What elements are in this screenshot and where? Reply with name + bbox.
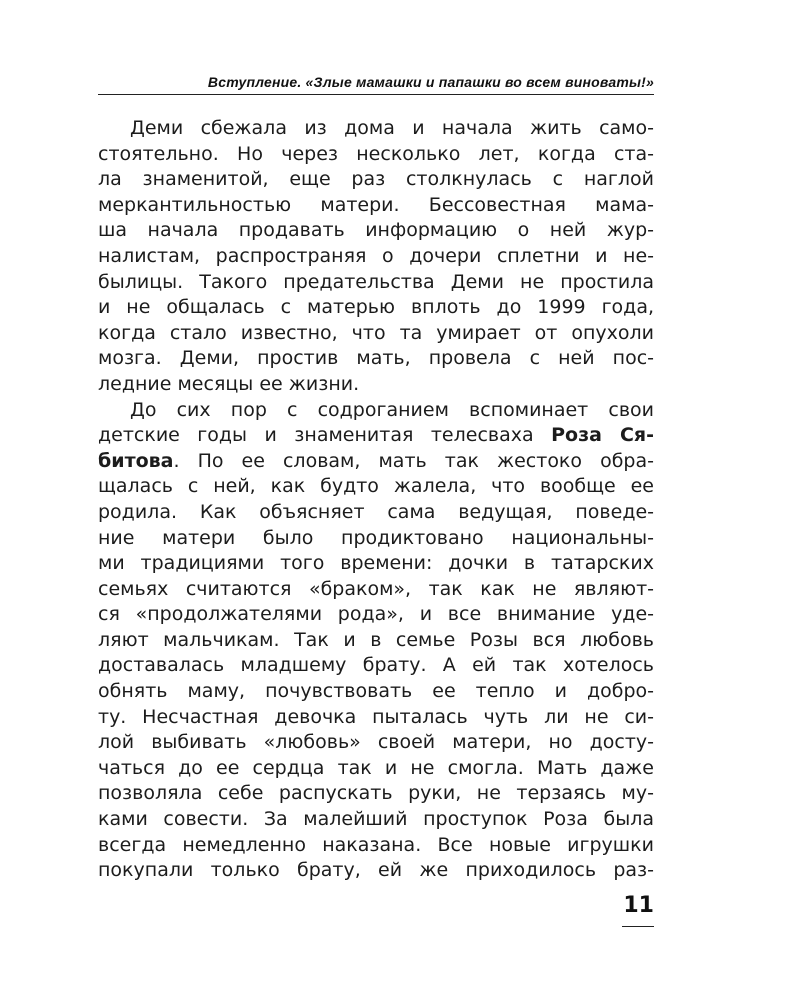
text-line: чаться до ее сердца так и не смогла. Мать даже: [98, 756, 654, 779]
text-line: доставалась младшему брату. А ей так хотелось: [98, 654, 654, 677]
text-line: родила. Как объясняет сама ведущая, поведе-: [98, 500, 654, 523]
text-line: и не общалась с матерью вплоть до 1999 года,: [98, 296, 654, 319]
text-line: щалась с ней, как будто жалела, что вообще ее: [98, 475, 654, 498]
bold-name: Роза Ся-: [551, 424, 655, 447]
text-fragment: . По ее словам, мать так жестоко обра-: [173, 449, 654, 472]
text-line: ми традициями того времени: дочки в татарских: [98, 552, 654, 575]
text-line: ледние месяцы ее жизни.: [98, 372, 360, 395]
text-line: ла знаменитой, еще раз столкнулась с наглой: [98, 168, 654, 191]
text-line: ся «продолжателями рода», и все внимание уде-: [98, 603, 654, 626]
text-line: налистам, распространяя о дочери сплетни и не-: [98, 244, 654, 267]
text-line: стоятельно. Но через несколько лет, когда ста-: [98, 142, 654, 165]
text-line: мозга. Деми, простив мать, провела с ней пос-: [98, 347, 654, 370]
text-line: До сих пор с содроганием вспоминает свои: [130, 398, 654, 421]
text-line: былицы. Такого предательства Деми не простила: [98, 270, 654, 293]
text-line: ту. Несчастная девочка пыталась чуть ли не си-: [98, 705, 654, 728]
text-line: ша начала продавать информацию о ней жур-: [98, 219, 654, 242]
text-line: лой выбивать «любовь» своей матери, но досту-: [98, 731, 654, 754]
text-line: ляют мальчикам. Так и в семье Розы вся любовь: [98, 628, 654, 651]
text-line: Деми сбежала из дома и начала жить само-: [130, 117, 654, 139]
text-line: позволяла себе распускать руки, не терзаясь му-: [98, 782, 654, 805]
body-text: [98, 116, 654, 884]
header-divider: [98, 94, 654, 95]
text-line: [98, 423, 654, 449]
bold-name: битова: [98, 449, 174, 472]
text-line: обнять маму, почувствовать ее тепло и добро-: [98, 680, 654, 703]
text-line: меркантильностью матери. Бессовестная мама-: [98, 193, 654, 216]
text-line: когда стало известно, что та умирает от опухоли: [98, 321, 654, 344]
page-number: 11: [623, 893, 654, 918]
text-line: ками совести. За малейший проступок Роза была: [98, 808, 654, 831]
text-line: покупали только брату, ей же приходилось раз-: [98, 859, 654, 882]
text-line: [98, 449, 654, 475]
running-head-title: Вступление. «Злые мамашки и папашки во всем виноваты!»: [207, 74, 654, 90]
page-number-rule: [622, 926, 654, 927]
text-fragment: детские годы и знаменитая телесваха: [98, 424, 534, 447]
text-line: всегда немедленно наказана. Все новые игрушки: [98, 833, 654, 856]
text-line: ние матери было продиктовано национальны-: [98, 526, 654, 549]
text-line: семьях считаются «браком», так как не являют-: [98, 577, 654, 600]
